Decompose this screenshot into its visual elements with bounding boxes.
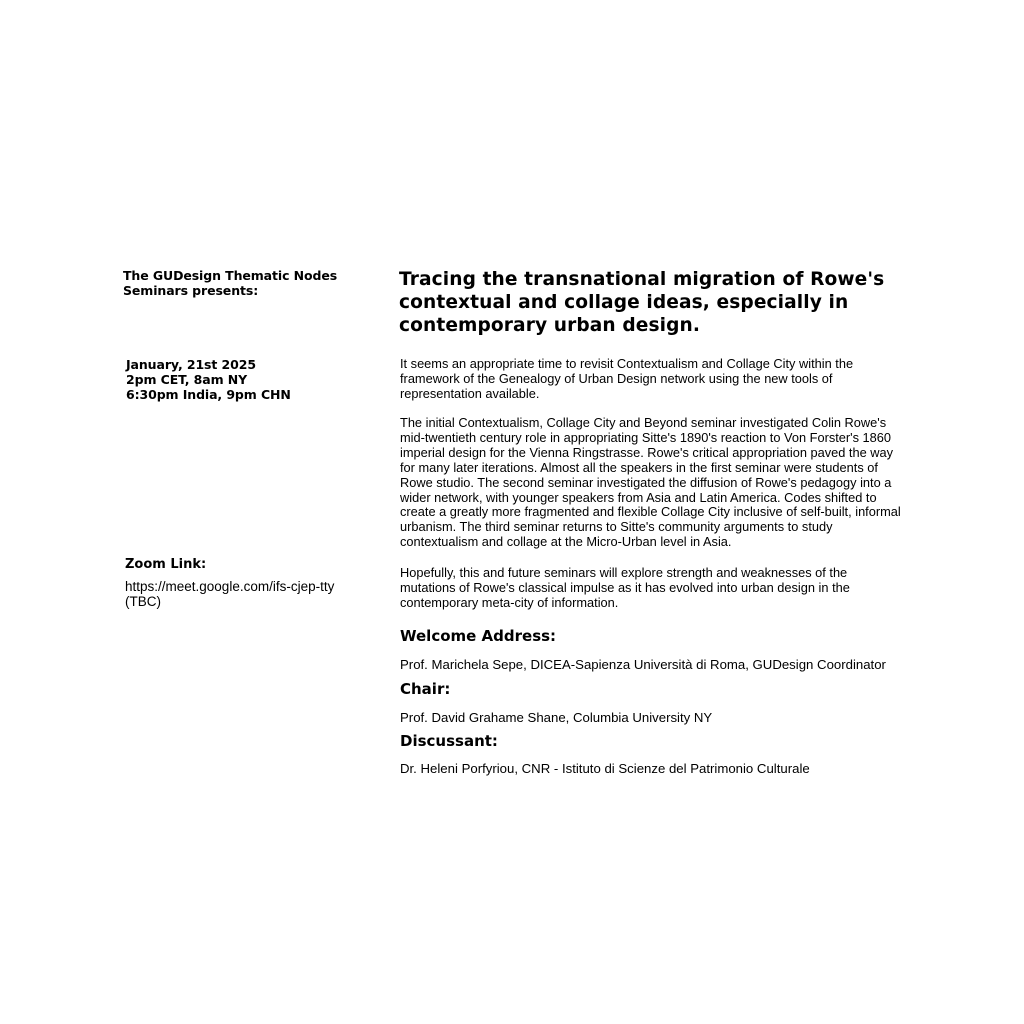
paragraph-line: mid-twentieth century role in appropriating Sitte's 1890's reaction to Von Forster's 1860 bbox=[400, 429, 892, 445]
paragraph-line: The initial Contextualism, Collage City and Beyond seminar investigated Colin Rowe's bbox=[400, 415, 887, 430]
paragraph-line: Rowe studio. The second seminar investigated the diffusion of Rowe's pedagogy into a bbox=[400, 474, 892, 490]
paragraph-line: framework of the Genealogy of Urban Design network using the new tools of bbox=[400, 370, 833, 386]
intro-line: Seminars presents: bbox=[123, 283, 259, 298]
intro-line: The GUDesign Thematic Nodes bbox=[123, 268, 338, 283]
paragraph-line: create a greatly more fragmented and flexible Collage City inclusive of self-built, informal bbox=[400, 504, 901, 520]
discussant-speaker: Dr. Heleni Porfyriou, CNR - Istituto di Scienze del Patrimonio Culturale bbox=[400, 761, 810, 776]
title-line: contemporary urban design. bbox=[399, 315, 701, 336]
event-schedule bbox=[126, 357, 366, 402]
zoom-link-heading: Zoom Link: bbox=[125, 557, 207, 572]
title-line: Tracing the transnational migration of Rowe's bbox=[399, 269, 885, 290]
seminar-title bbox=[399, 268, 919, 337]
event-time-india-chn: 6:30pm India, 9pm CHN bbox=[126, 387, 291, 402]
paragraph-line: imperial design for the Vienna Ringstrasse. Rowe's critical appropriation paved the way bbox=[400, 444, 894, 460]
paragraph-line: wider network, with younger speakers from Asia and Latin America. Codes shifted to bbox=[400, 489, 877, 505]
paragraph-line: mutations of Rowe's classical impulse as it has evolved into urban design in the bbox=[400, 579, 850, 595]
paragraph-line: representation available. bbox=[400, 385, 540, 401]
zoom-link-note: (TBC) bbox=[125, 594, 161, 609]
description-paragraph-2 bbox=[400, 416, 920, 550]
intro-text bbox=[123, 268, 363, 298]
description-paragraph-3 bbox=[400, 566, 920, 611]
chair-heading: Chair: bbox=[400, 680, 451, 698]
paragraph-line: urbanism. The third seminar returns to Sitte's community arguments to study bbox=[400, 519, 833, 535]
description-paragraph-1 bbox=[400, 357, 920, 402]
paragraph-line: for many later iterations. Almost all the speakers in the first seminar were students of bbox=[400, 459, 878, 475]
paragraph-line: contemporary meta-city of information. bbox=[400, 594, 619, 610]
chair-speaker: Prof. David Grahame Shane, Columbia University NY bbox=[400, 710, 713, 725]
welcome-address-heading: Welcome Address: bbox=[400, 627, 557, 645]
event-time-cet-ny: 2pm CET, 8am NY bbox=[126, 372, 248, 387]
zoom-link-block bbox=[125, 579, 365, 609]
discussant-heading: Discussant: bbox=[400, 732, 498, 750]
zoom-link-url[interactable]: https://meet.google.com/ifs-cjep-tty bbox=[125, 579, 335, 594]
paragraph-line: contextualism and collage at the Micro-Urban level in Asia. bbox=[400, 534, 732, 550]
title-line: contextual and collage ideas, especially in bbox=[399, 292, 849, 313]
event-date: January, 21st 2025 bbox=[126, 357, 256, 372]
welcome-address-speaker: Prof. Marichela Sepe, DICEA-Sapienza Università di Roma, GUDesign Coordinator bbox=[400, 657, 886, 672]
paragraph-line: It seems an appropriate time to revisit Contextualism and Collage City within the bbox=[400, 356, 854, 371]
paragraph-line: Hopefully, this and future seminars will explore strength and weaknesses of the bbox=[400, 565, 848, 580]
